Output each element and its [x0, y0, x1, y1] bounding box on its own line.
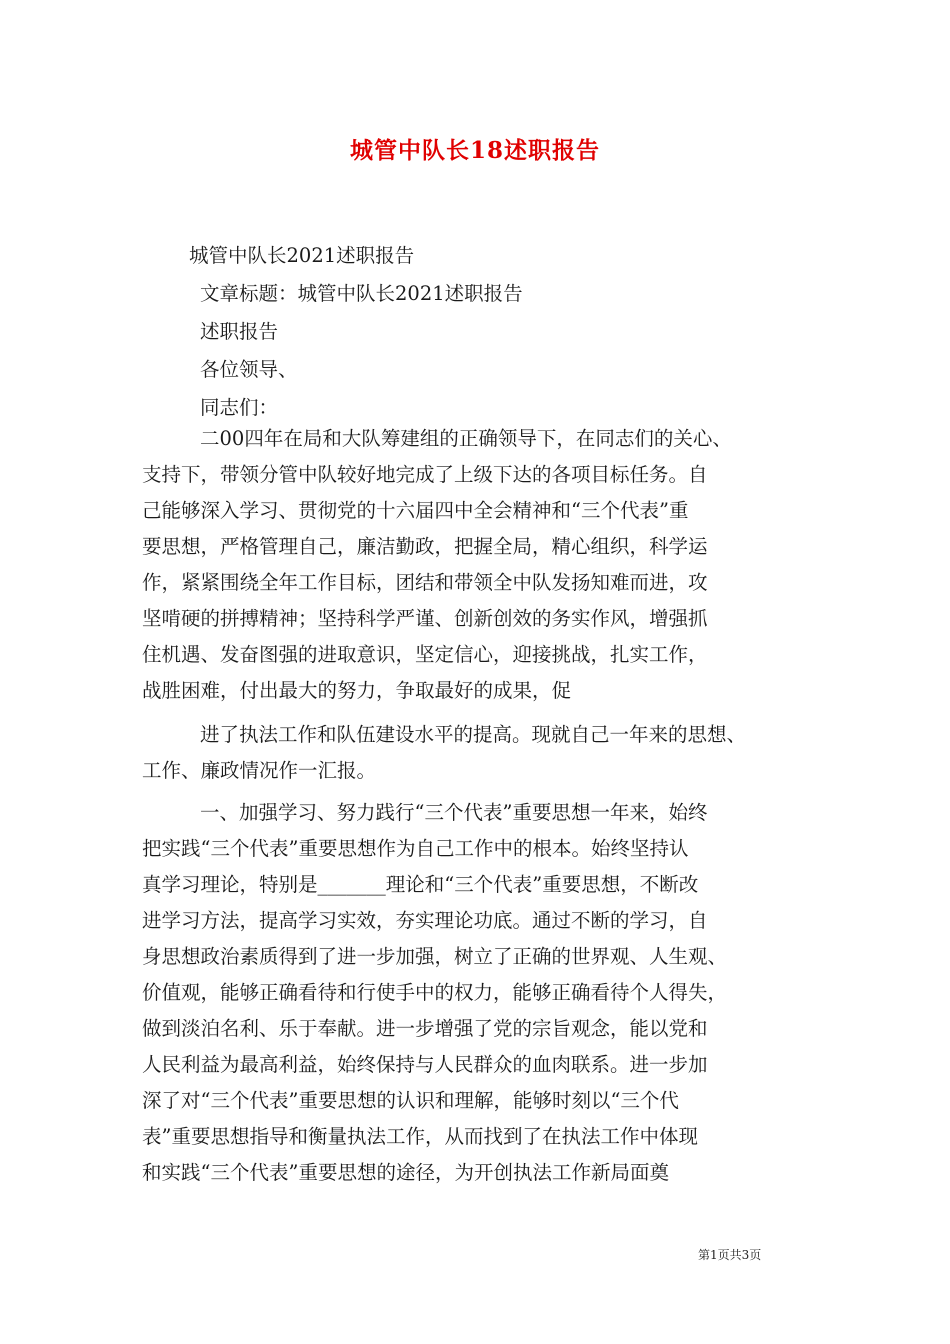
report-label-line: 述职报告: [200, 320, 279, 343]
paragraph3-line: 真学习理论，特别是_______理论和“三个代表”重要思想，不断改: [142, 873, 699, 896]
paragraph1-line: 坚啃硬的拼搏精神；坚持科学严谨、创新创效的务实作风，增强抓: [142, 607, 708, 630]
paragraph1-line: 二00四年在局和大队筹建组的正确领导下，在同志们的关心、: [200, 427, 732, 450]
subtitle-line: 城管中队长2021述职报告: [189, 244, 415, 267]
document-title: 城管中队长18述职报告: [349, 137, 600, 164]
paragraph3-line: 深了对“三个代表”重要思想的认识和理解，能够时刻以“三个代: [142, 1089, 679, 1112]
paragraph1-line: 战胜困难，付出最大的努力，争取最好的成果，促: [142, 679, 572, 702]
paragraph3-line: 做到淡泊名利、乐于奉献。进一步增强了党的宗旨观念，能以党和: [142, 1017, 708, 1040]
paragraph3-line: 把实践“三个代表”重要思想作为自己工作中的根本。始终坚持认: [142, 837, 689, 860]
paragraph3-line: 一、加强学习、努力践行“三个代表”重要思想一年来，始终: [200, 801, 708, 824]
paragraph3-line: 人民利益为最高利益，始终保持与人民群众的血肉联系。进一步加: [142, 1053, 708, 1076]
article-title-line: 文章标题：城管中队长2021述职报告: [200, 282, 523, 305]
paragraph2-line: 工作、廉政情况作一汇报。: [142, 759, 377, 782]
paragraph1-line: 住机遇、发奋图强的进取意识，坚定信心，迎接挑战，扎实工作，: [142, 643, 708, 666]
paragraph3-line: 表”重要思想指导和衡量执法工作，从而找到了在执法工作中体现: [142, 1125, 698, 1148]
paragraph3-line: 和实践“三个代表”重要思想的途径，为开创执法工作新局面奠: [142, 1161, 669, 1184]
paragraph1-line: 支持下，带领分管中队较好地完成了上级下达的各项目标任务。自: [142, 463, 708, 486]
salutation-comrades: 同志们：: [200, 396, 279, 419]
paragraph3-line: 进学习方法，提高学习实效，夯实理论功底。通过不断的学习，自: [142, 909, 708, 932]
page-number: 第1页共3页: [698, 1248, 762, 1262]
paragraph1-line: 己能够深入学习、贯彻党的十六届四中全会精神和“三个代表”重: [142, 499, 689, 522]
paragraph1-line: 要思想，严格管理自己，廉洁勤政，把握全局，精心组织，科学运: [142, 535, 708, 558]
paragraph3-line: 身思想政治素质得到了进一步加强，树立了正确的世界观、人生观、: [142, 945, 728, 968]
paragraph2-line: 进了执法工作和队伍建设水平的提高。现就自己一年来的思想、: [200, 723, 747, 746]
paragraph1-line: 作，紧紧围绕全年工作目标，团结和带领全中队发扬知难而进，攻: [142, 571, 708, 594]
salutation-leaders: 各位领导、: [200, 358, 298, 381]
paragraph3-line: 价值观，能够正确看待和行使手中的权力，能够正确看待个人得失，: [142, 981, 728, 1004]
